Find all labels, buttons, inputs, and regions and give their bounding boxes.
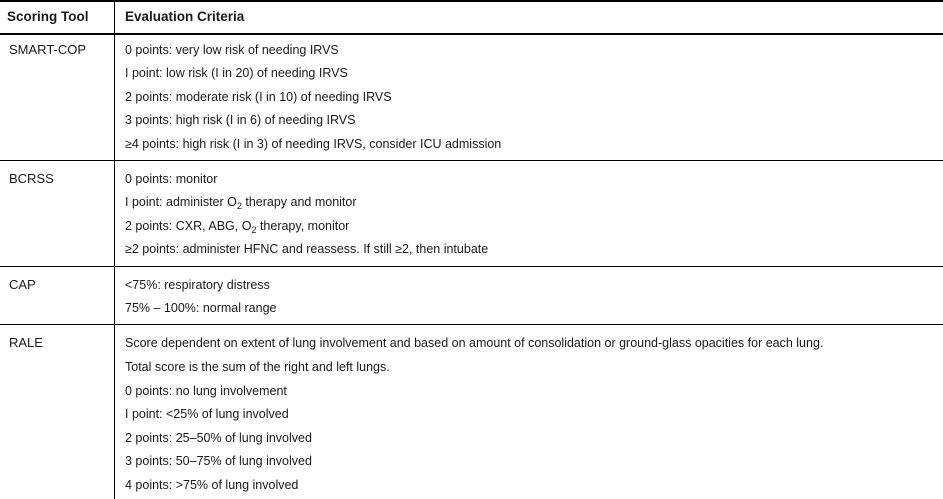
criteria-line: <75%: respiratory distress — [125, 278, 270, 292]
criteria-line: I point: administer $O_2$ therapy and monitor — [125, 195, 357, 211]
criteria-line: 0 points: monitor — [125, 172, 218, 186]
criteria-line: ≥2 points: administer HFNC and reassess. If still ≥2, then intubate — [125, 242, 489, 256]
criteria-line: 2 points: moderate risk (I in 10) of needing IRVS — [125, 90, 392, 104]
tool-name-bcrss: BCRSS — [9, 171, 54, 186]
criteria-line: 2 points: CXR, ABG, $O_2$ therapy, monitor — [125, 219, 350, 235]
column-divider — [114, 0, 115, 499]
header-scoring-tool: Scoring Tool — [7, 9, 89, 24]
criteria-line: 3 points: 50–75% of lung involved — [125, 454, 312, 468]
row-divider — [0, 324, 943, 325]
criteria-line: Score dependent on extent of lung involvement and based on amount of consolidation or ground-glass opacities for each lung. — [125, 336, 824, 350]
tool-name-cap: CAP — [9, 277, 36, 292]
criteria-line: 75% – 100%: normal range — [125, 301, 277, 315]
criteria-line: I point: <25% of lung involved — [125, 407, 289, 421]
row-divider — [0, 266, 943, 267]
criteria-line: I point: low risk (I in 20) of needing IRVS — [125, 66, 348, 80]
criteria-line: ≥4 points: high risk (I in 3) of needing IRVS, consider ICU admission — [125, 137, 502, 151]
criteria-line: 0 points: very low risk of needing IRVS — [125, 43, 339, 57]
header-bottom-rule — [0, 33, 943, 35]
header-evaluation-criteria: Evaluation Criteria — [125, 9, 245, 24]
criteria-line: 2 points: 25–50% of lung involved — [125, 431, 312, 445]
criteria-line: 0 points: no lung involvement — [125, 384, 287, 398]
table-top-rule — [0, 0, 943, 2]
criteria-line: 4 points: >75% of lung involved — [125, 478, 299, 492]
criteria-line: 3 points: high risk (I in 6) of needing IRVS — [125, 113, 356, 127]
tool-name-smart-cop: SMART-COP — [9, 42, 87, 57]
criteria-line: Total score is the sum of the right and left lungs. — [125, 360, 390, 374]
tool-name-rale: RALE — [9, 335, 43, 350]
row-divider — [0, 160, 943, 161]
